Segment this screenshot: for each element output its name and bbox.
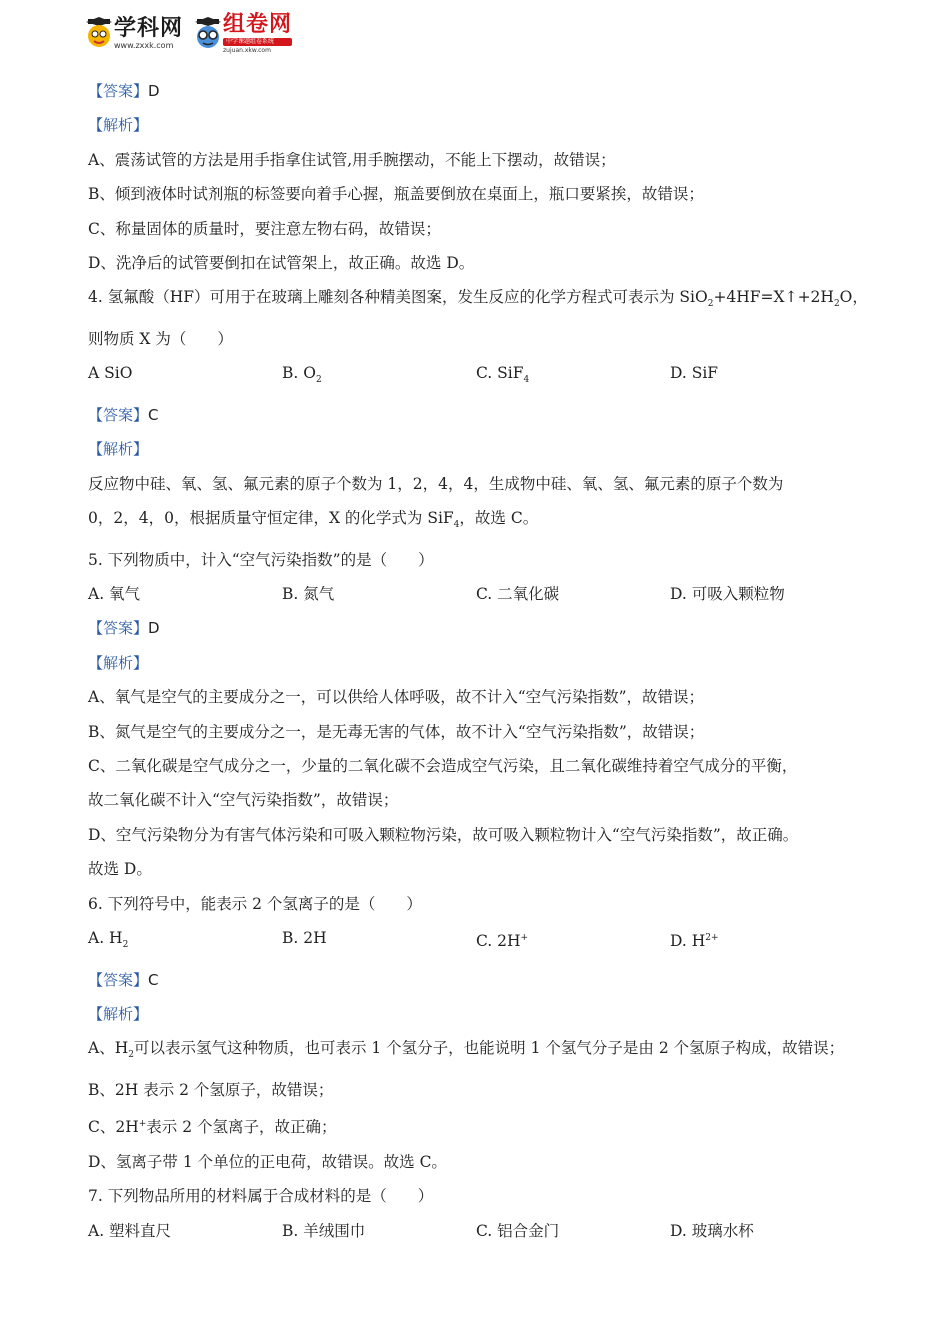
q4-options [88, 356, 878, 398]
q6-options [88, 921, 878, 963]
option-d[interactable]: D. SiF [670, 364, 719, 383]
option-c[interactable] [476, 356, 670, 398]
q3-analysis-line: A、震荡试管的方法是用手指拿住试管,用手腕摆动，不能上下摆动，故错误； [88, 150, 616, 169]
q5-analysis-line: A、氧气是空气的主要成分之一，可以供给人体呼吸，故不计入“空气污染指数”，故错误； [88, 688, 705, 707]
answer-value: C [148, 405, 159, 424]
q4-analysis-line: 反应物中硅、氧、氢、氟元素的原子个数为 1，2，4，4，生成物中硅、氧、氢、氟元素的原子个数为 [88, 474, 784, 493]
q5-analysis-tag: 【解析】 [88, 653, 149, 672]
option-c-text: C. 2H [476, 932, 521, 951]
answer-tag: 【答案】 [88, 619, 149, 638]
q6-analysis-line: B、2H 表示 2 个氢原子，故错误； [88, 1080, 334, 1099]
option-d[interactable]: D. 玻璃水杯 [670, 1221, 754, 1240]
q4-analysis-part: ，故选 C。 [459, 509, 539, 528]
option-c[interactable]: C. 铝合金门 [476, 1221, 560, 1240]
option-c[interactable]: C. 二氧化碳 [476, 584, 560, 603]
superscript: 2+ [705, 933, 719, 944]
q4-stem-part: +4HF=X↑+2H [713, 288, 834, 307]
q7-stem: 7. 下列物品所用的材料属于合成材料的是（ ） [88, 1187, 434, 1206]
q5-analysis-line: D、空气污染物分为有害气体污染和可吸入颗粒物污染，故可吸入颗粒物计入“空气污染指数”，故正确。 [88, 825, 799, 844]
q3-analysis-line: D、洗净后的试管要倒扣在试管架上，故正确。故选 D。 [88, 254, 475, 273]
q6-analysis-line [88, 1031, 878, 1073]
zujuan-url: zujuan.xkw.com [223, 47, 271, 54]
option-b[interactable]: B. 2H [282, 929, 327, 948]
q6-answer [88, 963, 878, 997]
answer-value: D [148, 619, 160, 638]
zujuan-logo[interactable] [193, 14, 292, 54]
zxxk-logo[interactable] [84, 17, 183, 51]
q5-analysis-line: 故选 D。 [88, 860, 152, 879]
q4-answer [88, 398, 878, 432]
subscript: 2 [707, 299, 714, 310]
answer-tag: 【答案】 [88, 82, 149, 100]
option-c-text: C. SiF [476, 364, 524, 383]
option-a[interactable] [88, 921, 282, 963]
q4-analysis-line [88, 501, 878, 543]
subscript: 2 [122, 940, 129, 951]
scholar-glasses-icon [193, 17, 223, 51]
q5-answer [88, 611, 878, 645]
q5-options [88, 577, 878, 611]
document-body [88, 74, 878, 1248]
zxxk-logo-text: 学科网 [114, 16, 184, 41]
zujuan-logo-text: 组卷网 [223, 12, 293, 37]
q6-analysis-tag: 【解析】 [88, 1004, 149, 1023]
q4-analysis-part: 0，2，4，0，根据质量守恒定律，X 的化学式为 SiF [88, 509, 454, 528]
option-d-text: D. H [670, 932, 706, 951]
option-d[interactable]: D. 可吸入颗粒物 [670, 584, 785, 603]
q6-analysis-part: A、H [88, 1039, 129, 1058]
subscript: 4 [453, 520, 460, 531]
q4-stem [88, 280, 878, 322]
answer-tag: 【答案】 [88, 970, 149, 989]
zxxk-url: www.zxxk.com [114, 41, 174, 50]
q5-analysis-line: C、二氧化碳是空气成分之一，少量的二氧化碳不会造成空气污染，且二氧化碳维持着空气成分的平衡， [88, 757, 798, 775]
answer-tag: 【答案】 [88, 405, 149, 424]
q6-analysis-part: 可以表示氢气这种物质，也可表示 1 个氢分子，也能说明 1 个氢气分子是由 2 个氢原子构成，故错误； [133, 1039, 845, 1058]
q4-stem-part: O， [839, 288, 868, 307]
subscript: 2 [833, 299, 840, 310]
q4-analysis-tag: 【解析】 [88, 440, 149, 459]
option-a[interactable]: A. 氧气 [88, 584, 141, 603]
answer-value: C [148, 970, 159, 989]
option-d[interactable] [670, 921, 864, 963]
option-a-text: A. H [88, 929, 123, 948]
scholar-mascot-icon [84, 17, 114, 51]
q4-stem-part: 4. 氢氟酸（HF）可用于在玻璃上雕刻各种精美图案，发生反应的化学方程式可表示为 SiO [88, 288, 708, 307]
option-a[interactable]: A SiO [88, 364, 133, 383]
subscript: 2 [315, 375, 322, 386]
superscript: + [520, 933, 529, 944]
q6-analysis-line [88, 1107, 878, 1145]
q6-analysis-part: C、2H [88, 1118, 139, 1137]
q5-analysis-line: 故二氧化碳不计入“空气污染指数”，故错误； [88, 791, 399, 810]
q7-options [88, 1214, 878, 1248]
option-a[interactable]: A. 塑料直尺 [88, 1221, 172, 1240]
option-b-text: B. O [282, 364, 316, 383]
header-logos [84, 12, 292, 56]
q6-analysis-part: 表示 2 个氢离子，故正确； [146, 1118, 337, 1137]
option-b[interactable]: B. 羊绒围巾 [282, 1221, 366, 1240]
q5-stem: 5. 下列物质中，计入“空气污染指数”的是（ ） [88, 550, 434, 569]
q3-analysis-line: B、倾到液体时试剂瓶的标签要向着手心握，瓶盖要倒放在桌面上，瓶口要紧挨，故错误； [88, 185, 704, 204]
q5-analysis-line: B、氮气是空气的主要成分之一，是无毒无害的气体，故不计入“空气污染指数”，故错误； [88, 722, 705, 741]
zujuan-badge: 中学课题组卷系统 [223, 38, 292, 46]
answer-value: D [148, 82, 160, 100]
q6-stem: 6. 下列符号中，能表示 2 个氢离子的是（ ） [88, 894, 422, 913]
q3-analysis-tag: 【解析】 [88, 116, 149, 135]
option-b[interactable] [282, 356, 476, 398]
subscript: 2 [128, 1050, 134, 1061]
q3-answer [88, 74, 878, 108]
subscript: 4 [523, 375, 530, 386]
q4-stem-line2: 则物质 X 为（ ） [88, 329, 233, 348]
q6-analysis-line: D、氢离子带 1 个单位的正电荷，故错误。故选 C。 [88, 1152, 447, 1171]
option-b[interactable]: B. 氮气 [282, 584, 335, 603]
q3-analysis-line: C、称量固体的质量时，要注意左物右码，故错误； [88, 219, 441, 238]
superscript: + [138, 1119, 147, 1130]
option-c[interactable] [476, 921, 670, 963]
